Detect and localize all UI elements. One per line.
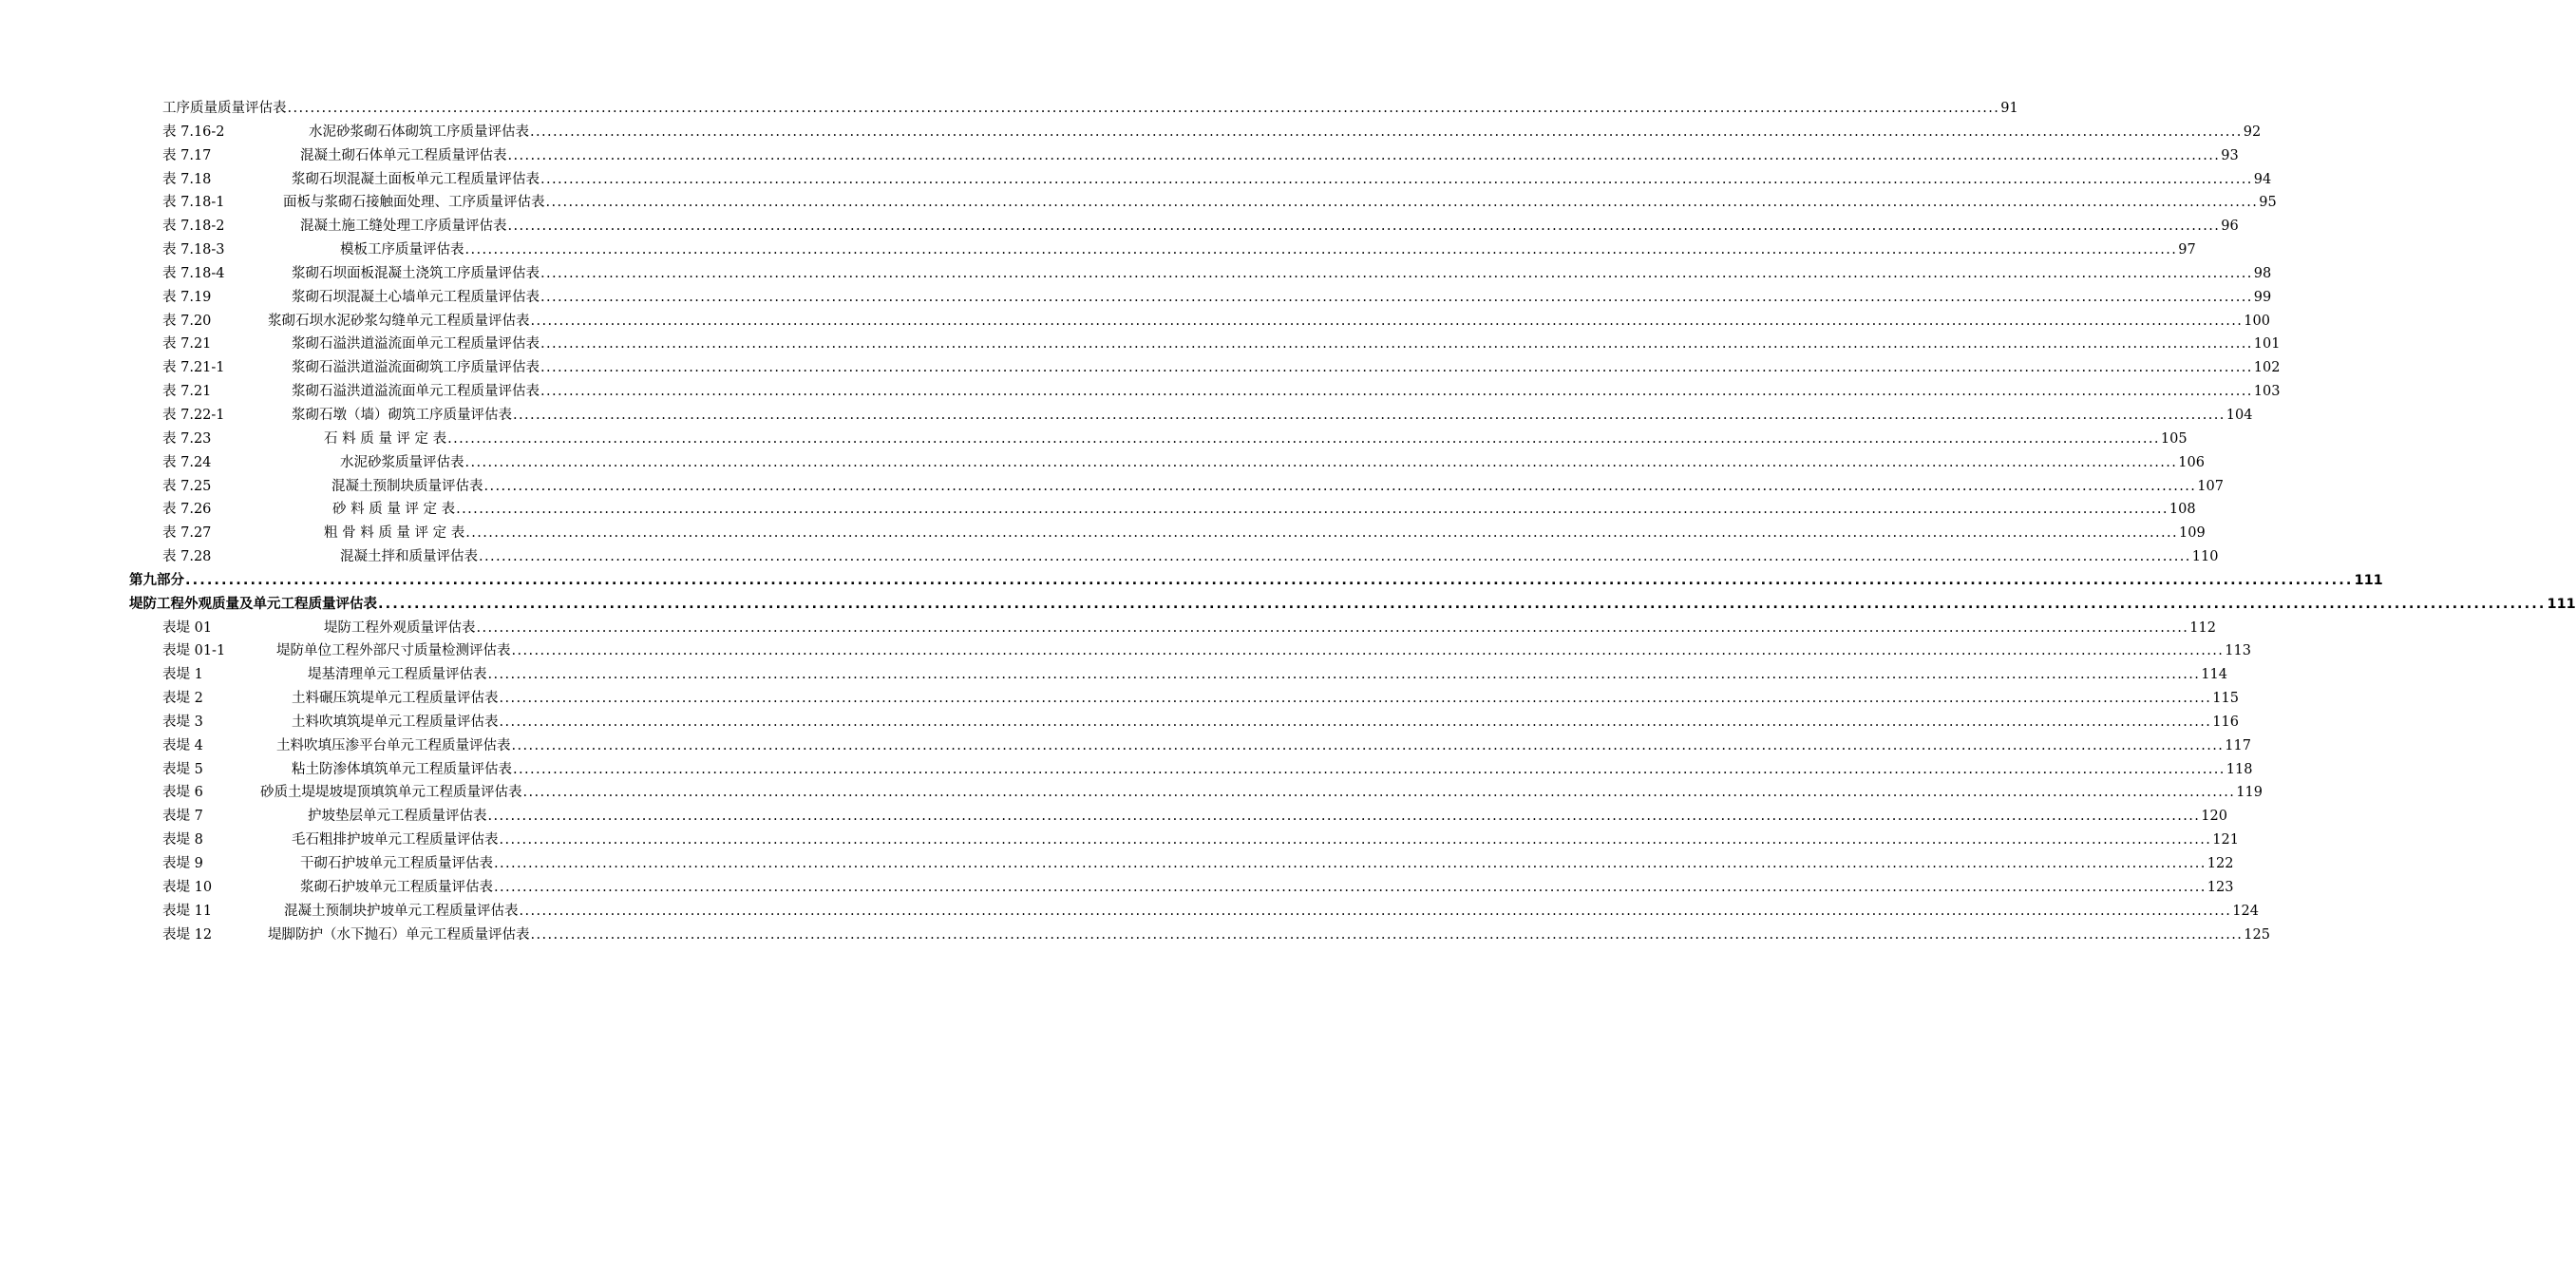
toc-entry[interactable] — [0, 144, 2239, 168]
toc-page-number: 118 — [2226, 761, 2253, 777]
toc-entry[interactable] — [0, 687, 2239, 711]
toc-page-number: 101 — [2253, 336, 2281, 353]
toc-entry-code: 表 7.21 — [162, 336, 212, 353]
toc-heading[interactable] — [0, 569, 2383, 593]
toc-entry[interactable] — [0, 356, 2281, 380]
toc-page-number: 114 — [2201, 667, 2227, 683]
toc-entry-code: 表 7.21 — [162, 384, 212, 400]
toc-entry[interactable] — [0, 758, 2253, 782]
toc-page-number: 117 — [2225, 737, 2251, 753]
toc-leader-dots: ............................................................................................................................................................................................................................................................................................................ — [487, 667, 2201, 683]
toc-leader-dots: ............................................................................................................................................................................................................................................................................................................ — [494, 856, 2207, 871]
toc-entry-title: 浆砌石坝水泥砂浆勾缝单元工程质量评估表 — [268, 313, 530, 329]
toc-page-number: 106 — [2178, 454, 2205, 470]
toc-entry[interactable] — [0, 545, 2219, 569]
toc-page-number: 112 — [2189, 619, 2216, 636]
toc-entry[interactable] — [0, 805, 2227, 829]
toc-entry-title: 浆砌石坝混凝土面板单元工程质量评估表 — [292, 171, 540, 187]
toc-entry-code: 表 7.18-1 — [162, 195, 225, 211]
toc-page-number: 124 — [2232, 903, 2259, 919]
toc-entry[interactable] — [0, 97, 2018, 121]
toc-entry[interactable] — [0, 924, 2270, 947]
toc-leader-dots: ............................................................................................................................................................................................................................................................................................................ — [540, 171, 2253, 187]
toc-page-number: 123 — [2207, 879, 2234, 895]
toc-entry[interactable] — [0, 711, 2239, 734]
toc-entry-code: 表堤 10 — [162, 879, 213, 895]
toc-leader-dots: ............................................................................................................................................................................................................................................................................................................ — [522, 785, 2236, 801]
toc-page-number: 105 — [2160, 430, 2188, 447]
toc-entry-title: 砂 料 质 量 评 定 表 — [332, 502, 456, 518]
toc-page-number: 108 — [2169, 502, 2196, 518]
toc-entry-code: 表堤 9 — [162, 856, 203, 871]
toc-page-number: 109 — [2179, 525, 2206, 542]
toc-leader-dots: ............................................................................................................................................................................................................................................................................................................ — [447, 430, 2160, 447]
toc-entry[interactable] — [0, 876, 2234, 900]
toc-entry-title: 浆砌石溢洪道溢流面单元工程质量评估表 — [292, 384, 540, 400]
toc-entry-code: 表 7.25 — [162, 478, 212, 494]
toc-entry[interactable] — [0, 121, 2262, 144]
toc-leader-dots: ............................................................................................................................................................................................................................................................................................................ — [540, 265, 2253, 281]
toc-page-number: 121 — [2212, 832, 2239, 848]
toc-leader-dots: ............................................................................................................................................................................................................................................................................................................ — [513, 407, 2226, 423]
toc-leader-dots: ............................................................................................................................................................................................................................................................................................................ — [545, 195, 2259, 211]
toc-entry-title: 土料吹填筑堤单元工程质量评估表 — [292, 714, 499, 730]
toc-entry[interactable] — [0, 781, 2263, 805]
toc-entry-code: 表 7.20 — [162, 313, 212, 329]
toc-entry-title: 土料吹填压渗平台单元工程质量评估表 — [276, 737, 511, 753]
toc-entry[interactable] — [0, 451, 2205, 475]
toc-page-number: 93 — [2221, 147, 2239, 163]
toc-entry-title: 水泥砂浆砌石体砌筑工序质量评估表 — [309, 124, 529, 140]
toc-entry-code: 表 7.27 — [162, 525, 212, 542]
toc-leader-dots: ............................................................................................................................................................................................................................................................................................................ — [499, 832, 2212, 848]
toc-leader-dots: ............................................................................................................................................................................................................................................................................................................ — [540, 336, 2253, 353]
toc-page-number: 91 — [2000, 101, 2018, 116]
toc-entry-code: 表堤 7 — [162, 809, 203, 825]
toc-page-number: 113 — [2225, 643, 2251, 659]
toc-entry-code: 表 7.24 — [162, 454, 212, 470]
toc-entry-title: 混凝土拌和质量评估表 — [340, 549, 478, 565]
toc-leader-dots: ............................................................................................................................................................................................................................................................................................................ — [483, 478, 2197, 494]
toc-entry-code: 表堤 12 — [162, 926, 213, 943]
toc-entry[interactable] — [0, 498, 2196, 522]
toc-leader-dots: ............................................................................................................................................................................................................................................................................................................ — [540, 289, 2253, 305]
toc-entry-code: 表堤 5 — [162, 761, 203, 777]
toc-leader-dots: ............................................................................................................................................................................................................................................................................................................ — [519, 903, 2232, 919]
toc-entry-title: 混凝土预制块质量评估表 — [331, 478, 483, 494]
toc-entry[interactable] — [0, 404, 2253, 428]
toc-page-number: 119 — [2236, 785, 2263, 801]
toc-entry-title: 浆砌石坝面板混凝土浇筑工序质量评估表 — [292, 265, 540, 281]
toc-page-number: 115 — [2212, 691, 2239, 707]
toc-leader-dots: ............................................................................................................................................................................................................................................................................................................ — [464, 242, 2178, 258]
toc-entry-title: 浆砌石溢洪道溢流面单元工程质量评估表 — [292, 336, 540, 353]
toc-leader-dots: ............................................................................................................................................................................................................................................................................................................ — [479, 549, 2191, 565]
toc-entry[interactable] — [0, 380, 2281, 404]
toc-entry-title: 水泥砂浆质量评估表 — [340, 454, 464, 470]
toc-page-number: 99 — [2253, 289, 2272, 305]
toc-entry[interactable] — [0, 617, 2216, 640]
toc-page-number: 116 — [2212, 714, 2239, 730]
toc-page-number: 111 — [2547, 596, 2576, 612]
toc-entry-title: 干砌石护坡单元工程质量评估表 — [300, 856, 493, 871]
toc-entry[interactable] — [0, 900, 2259, 924]
toc-page-number: 97 — [2178, 242, 2196, 258]
toc-entry-code: 表堤 6 — [162, 785, 203, 801]
toc-page-number: 100 — [2244, 313, 2270, 329]
toc-entry[interactable] — [0, 333, 2281, 356]
toc-leader-dots: ............................................................................................................................................................................................................................................................................................................ — [185, 572, 2354, 588]
toc-entry-title: 浆砌石溢洪道溢流面砌筑工序质量评估表 — [292, 360, 540, 376]
toc-page-number: 110 — [2191, 549, 2219, 565]
toc-entry-title: 混凝土砌石体单元工程质量评估表 — [300, 147, 507, 163]
toc-entry[interactable] — [0, 286, 2272, 310]
toc-entry-title: 粗 骨 料 质 量 评 定 表 — [324, 525, 465, 542]
toc-entry[interactable] — [0, 168, 2272, 192]
toc-page-number: 103 — [2253, 384, 2281, 400]
toc-entry-code: 表 7.22-1 — [162, 407, 225, 423]
toc-entry-title: 浆砌石墩（墙）砌筑工序质量评估表 — [292, 407, 512, 423]
toc-entry-code: 表堤 2 — [162, 691, 203, 707]
toc-entry-title: 模板工序质量评估表 — [340, 242, 464, 258]
toc-entry-code: 表 7.16-2 — [162, 124, 225, 140]
toc-entry-title: 混凝土施工缝处理工序质量评估表 — [300, 219, 507, 235]
toc-page-number: 98 — [2253, 265, 2272, 281]
toc-leader-dots: ............................................................................................................................................................................................................................................................................................................ — [476, 619, 2189, 636]
toc-entry[interactable] — [0, 428, 2188, 451]
toc-leader-dots: ............................................................................................................................................................................................................................................................................................................ — [530, 124, 2243, 140]
toc-leader-dots: ............................................................................................................................................................................................................................................................................................................ — [456, 502, 2169, 518]
toc-entry-code: 表 7.19 — [162, 289, 212, 305]
toc-entry-title: 堤防工程外观质量及单元工程质量评估表 — [129, 596, 377, 612]
toc-entry[interactable] — [0, 663, 2227, 687]
toc-entry-title: 第九部分 — [129, 572, 184, 588]
toc-entry[interactable] — [0, 522, 2206, 545]
toc-entry-title: 护坡垫层单元工程质量评估表 — [308, 809, 487, 825]
toc-entry-title: 堤防工程外观质量评估表 — [324, 619, 476, 636]
toc-page-number: 107 — [2197, 478, 2224, 494]
toc-leader-dots: ............................................................................................................................................................................................................................................................................................................ — [465, 525, 2179, 542]
toc-entry-title: 工序质量质量评估表 — [162, 101, 287, 116]
toc-leader-dots: ............................................................................................................................................................................................................................................................................................................ — [511, 643, 2225, 659]
toc-entry-title: 砂质土堤堤坡堤顶填筑单元工程质量评估表 — [260, 785, 522, 801]
toc-entry-title: 面板与浆砌石接触面处理、工序质量评估表 — [283, 195, 545, 211]
toc-page-number: 120 — [2201, 809, 2227, 825]
toc-entry-title: 浆砌石坝混凝土心墙单元工程质量评估表 — [292, 289, 540, 305]
toc-leader-dots: ............................................................................................................................................................................................................................................................................................................ — [530, 313, 2244, 329]
toc-entry-title: 石 料 质 量 评 定 表 — [324, 430, 447, 447]
toc-leader-dots: ............................................................................................................................................................................................................................................................................................................ — [540, 360, 2253, 376]
toc-page-number: 95 — [2259, 195, 2277, 211]
toc-entry-code: 表堤 8 — [162, 832, 203, 848]
toc-leader-dots: ............................................................................................................................................................................................................................................................................................................ — [499, 714, 2212, 730]
toc-leader-dots: ............................................................................................................................................................................................................................................................................................................ — [378, 596, 2547, 612]
toc-leader-dots: ............................................................................................................................................................................................................................................................................................................ — [513, 761, 2226, 777]
toc-entry-code: 表堤 4 — [162, 737, 203, 753]
toc-page-number: 111 — [2354, 572, 2383, 588]
toc-page-number: 94 — [2253, 171, 2272, 187]
toc-entry[interactable] — [0, 852, 2234, 876]
toc-leader-dots: ............................................................................................................................................................................................................................................................................................................ — [507, 219, 2221, 235]
toc-entry-code: 表 7.18-4 — [162, 265, 225, 281]
toc-page-number: 96 — [2221, 219, 2239, 235]
toc-entry-code: 表 7.26 — [162, 502, 212, 518]
toc-entry[interactable] — [0, 475, 2224, 499]
toc-entry-title: 堤防单位工程外部尺寸质量检测评估表 — [276, 643, 511, 659]
toc-entry-code: 表 7.28 — [162, 549, 212, 565]
toc-entry-title: 浆砌石护坡单元工程质量评估表 — [300, 879, 493, 895]
toc-leader-dots: ............................................................................................................................................................................................................................................................................................................ — [287, 101, 2000, 116]
toc-entry-code: 表堤 3 — [162, 714, 203, 730]
table-of-contents — [0, 97, 2576, 946]
toc-leader-dots: ............................................................................................................................................................................................................................................................................................................ — [487, 809, 2201, 825]
toc-entry-code: 表堤 1 — [162, 667, 203, 683]
toc-entry[interactable] — [0, 238, 2196, 262]
toc-entry-title: 土料碾压筑堤单元工程质量评估表 — [292, 691, 499, 707]
toc-page-number: 122 — [2207, 856, 2234, 871]
toc-page-number: 104 — [2226, 407, 2253, 423]
toc-leader-dots: ............................................................................................................................................................................................................................................................................................................ — [494, 879, 2207, 895]
toc-entry-code: 表 7.21-1 — [162, 360, 225, 376]
toc-entry-title: 粘土防渗体填筑单元工程质量评估表 — [292, 761, 512, 777]
toc-entry[interactable] — [0, 262, 2272, 286]
toc-entry[interactable] — [0, 310, 2270, 334]
toc-leader-dots: ............................................................................................................................................................................................................................................................................................................ — [499, 691, 2212, 707]
toc-leader-dots: ............................................................................................................................................................................................................................................................................................................ — [511, 737, 2225, 753]
toc-entry-code: 表 7.17 — [162, 147, 212, 163]
toc-entry[interactable] — [0, 215, 2239, 238]
toc-leader-dots: ............................................................................................................................................................................................................................................................................................................ — [464, 454, 2178, 470]
toc-entry[interactable] — [0, 829, 2239, 852]
toc-entry-code: 表堤 01 — [162, 619, 213, 636]
toc-entry[interactable] — [0, 734, 2251, 758]
toc-page-number: 125 — [2244, 926, 2270, 943]
toc-entry-title: 堤基清理单元工程质量评估表 — [308, 667, 487, 683]
toc-heading[interactable] — [0, 593, 2576, 617]
toc-entry-title: 毛石粗排护坡单元工程质量评估表 — [292, 832, 499, 848]
toc-entry-code: 表 7.18 — [162, 171, 212, 187]
toc-entry-code: 表堤 01-1 — [162, 643, 226, 659]
toc-entry-code: 表堤 11 — [162, 903, 213, 919]
toc-leader-dots: ............................................................................................................................................................................................................................................................................................................ — [530, 926, 2244, 943]
toc-entry-title: 混凝土预制块护坡单元工程质量评估表 — [284, 903, 519, 919]
toc-leader-dots: ............................................................................................................................................................................................................................................................................................................ — [507, 147, 2221, 163]
toc-entry-title: 堤脚防护（水下抛石）单元工程质量评估表 — [268, 926, 530, 943]
toc-page-number: 92 — [2243, 124, 2262, 140]
toc-entry[interactable] — [0, 191, 2277, 215]
toc-page-number: 102 — [2253, 360, 2281, 376]
toc-entry-code: 表 7.18-2 — [162, 219, 225, 235]
toc-entry-code: 表 7.18-3 — [162, 242, 225, 258]
toc-entry-code: 表 7.23 — [162, 430, 212, 447]
toc-entry[interactable] — [0, 639, 2251, 663]
toc-leader-dots: ............................................................................................................................................................................................................................................................................................................ — [540, 384, 2253, 400]
